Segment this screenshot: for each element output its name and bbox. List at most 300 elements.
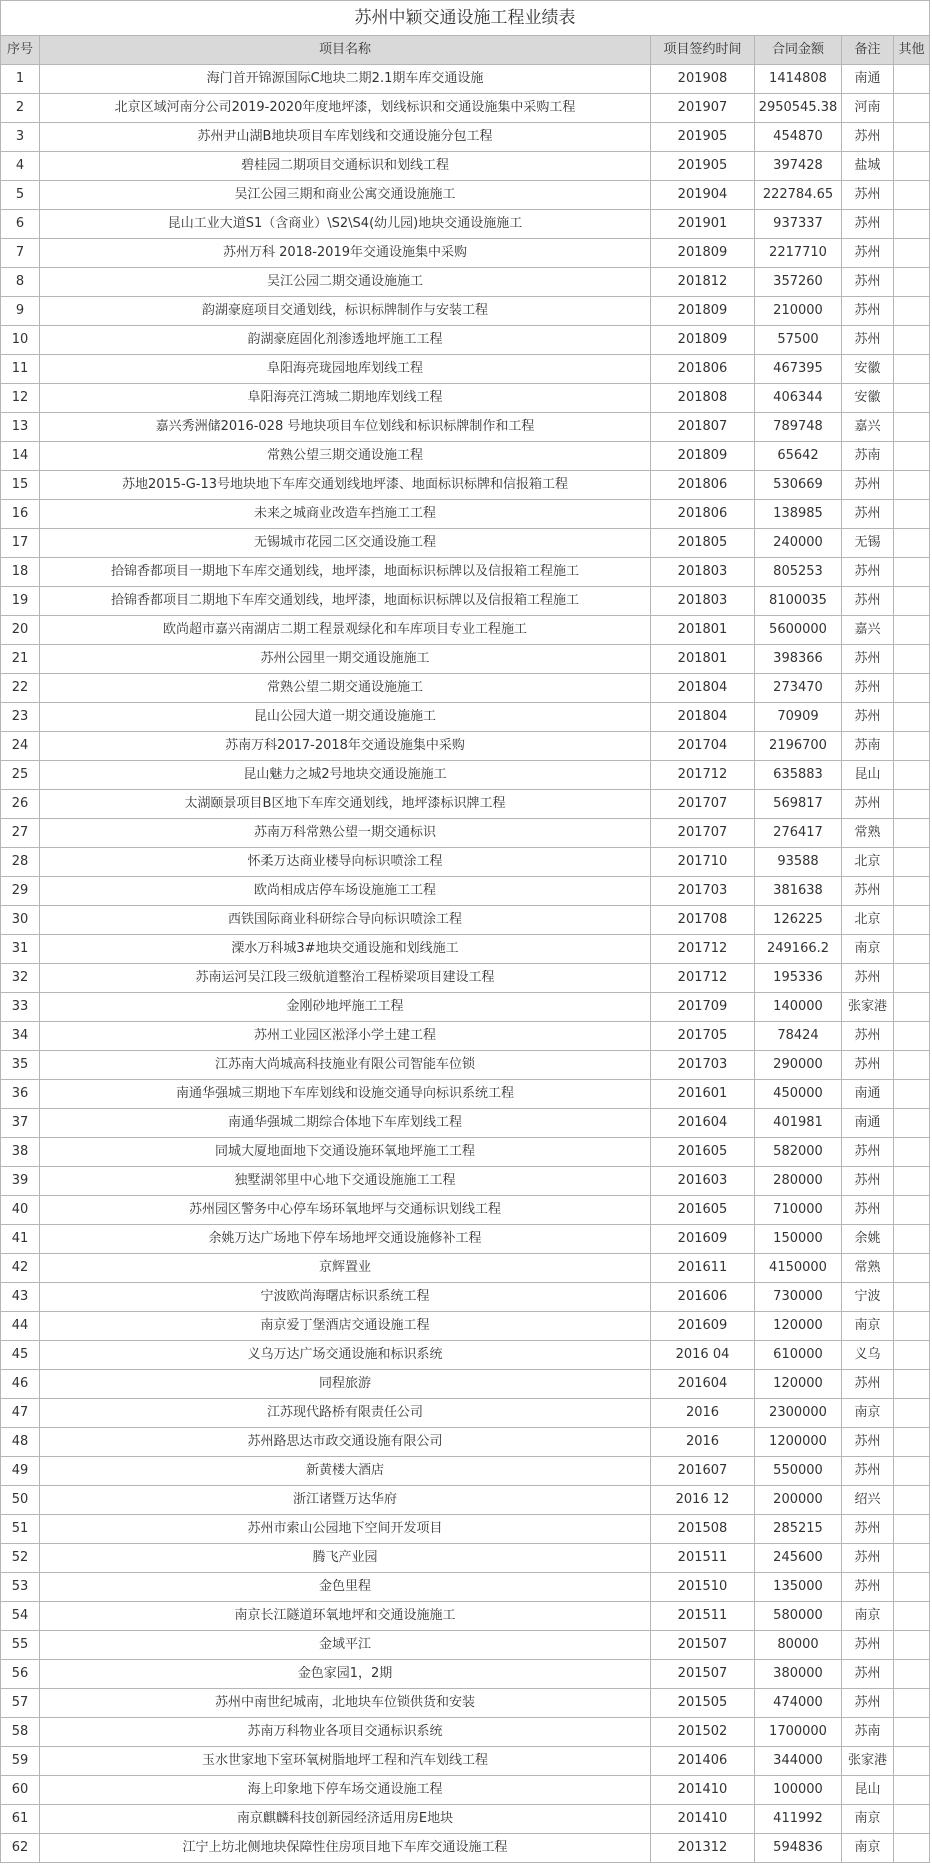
cell-sign-date: 201511 — [651, 1544, 755, 1573]
cell-remark: 苏南 — [842, 1718, 894, 1747]
cell-project-name: 宁波欧尚海曙店标识系统工程 — [40, 1283, 651, 1312]
cell-project-name: 苏州工业园区淞泽小学土建工程 — [40, 1022, 651, 1051]
cell-amount: 344000 — [755, 1747, 842, 1776]
cell-amount: 93588 — [755, 848, 842, 877]
cell-other — [894, 732, 930, 761]
cell-index: 58 — [1, 1718, 40, 1747]
cell-amount: 2300000 — [755, 1399, 842, 1428]
cell-index: 16 — [1, 500, 40, 529]
cell-sign-date: 201703 — [651, 1051, 755, 1080]
table-row — [1, 1573, 930, 1602]
cell-index: 31 — [1, 935, 40, 964]
cell-sign-date: 201803 — [651, 587, 755, 616]
cell-index: 51 — [1, 1515, 40, 1544]
cell-sign-date: 201507 — [651, 1660, 755, 1689]
cell-other — [894, 616, 930, 645]
cell-other — [894, 819, 930, 848]
table-row — [1, 123, 930, 152]
cell-remark: 苏州 — [842, 1631, 894, 1660]
cell-other — [894, 1660, 930, 1689]
cell-other — [894, 123, 930, 152]
cell-index: 17 — [1, 529, 40, 558]
cell-amount: 805253 — [755, 558, 842, 587]
cell-amount: 222784.65 — [755, 181, 842, 210]
cell-project-name: 金色家园1，2期 — [40, 1660, 651, 1689]
cell-remark: 安徽 — [842, 355, 894, 384]
cell-sign-date: 201901 — [651, 210, 755, 239]
cell-remark: 常熟 — [842, 1254, 894, 1283]
cell-remark: 苏州 — [842, 1051, 894, 1080]
cell-index: 56 — [1, 1660, 40, 1689]
cell-remark: 南通 — [842, 65, 894, 94]
cell-remark: 苏州 — [842, 703, 894, 732]
table-title: 苏州中颖交通设施工程业绩表 — [0, 0, 930, 35]
cell-sign-date: 201707 — [651, 819, 755, 848]
cell-index: 18 — [1, 558, 40, 587]
cell-sign-date: 201804 — [651, 703, 755, 732]
cell-remark: 义乌 — [842, 1341, 894, 1370]
cell-project-name: 独墅湖邻里中心地下交通设施施工工程 — [40, 1167, 651, 1196]
cell-remark: 苏州 — [842, 471, 894, 500]
cell-remark: 无锡 — [842, 529, 894, 558]
cell-index: 37 — [1, 1109, 40, 1138]
header-project-name: 项目名称 — [40, 36, 651, 65]
cell-other — [894, 413, 930, 442]
cell-project-name: 苏州市索山公园地下空间开发项目 — [40, 1515, 651, 1544]
cell-project-name: 南京麒麟科技创新园经济适用房E地块 — [40, 1805, 651, 1834]
table-row — [1, 558, 930, 587]
cell-sign-date: 2016 — [651, 1399, 755, 1428]
table-row — [1, 326, 930, 355]
cell-sign-date: 201609 — [651, 1225, 755, 1254]
table-row — [1, 1399, 930, 1428]
cell-remark: 苏州 — [842, 1689, 894, 1718]
table-row — [1, 1457, 930, 1486]
cell-other — [894, 181, 930, 210]
header-row — [1, 36, 930, 65]
cell-project-name: 常熟公望三期交通设施工程 — [40, 442, 651, 471]
cell-remark: 南京 — [842, 1805, 894, 1834]
cell-project-name: 韵湖豪庭项目交通划线，标识标牌制作与安装工程 — [40, 297, 651, 326]
cell-amount: 1200000 — [755, 1428, 842, 1457]
table-row — [1, 1428, 930, 1457]
cell-remark: 苏州 — [842, 210, 894, 239]
cell-other — [894, 500, 930, 529]
table-row — [1, 1718, 930, 1747]
cell-index: 25 — [1, 761, 40, 790]
cell-amount: 65642 — [755, 442, 842, 471]
cell-remark: 苏州 — [842, 790, 894, 819]
cell-remark: 苏州 — [842, 326, 894, 355]
cell-remark: 北京 — [842, 848, 894, 877]
cell-project-name: 江宁上坊北侧地块保障性住房项目地下车库交通设施工程 — [40, 1834, 651, 1863]
cell-project-name: 欧尚相成店停车场设施施工工程 — [40, 877, 651, 906]
table-row — [1, 674, 930, 703]
cell-other — [894, 1428, 930, 1457]
cell-amount: 200000 — [755, 1486, 842, 1515]
cell-amount: 80000 — [755, 1631, 842, 1660]
cell-project-name: 昆山工业大道S1（含商业）\S2\S4(幼儿园)地块交通设施施工 — [40, 210, 651, 239]
table-row — [1, 1225, 930, 1254]
table-row — [1, 413, 930, 442]
cell-remark: 嘉兴 — [842, 616, 894, 645]
cell-amount: 4150000 — [755, 1254, 842, 1283]
cell-sign-date: 201807 — [651, 413, 755, 442]
header-amount: 合同金额 — [755, 36, 842, 65]
cell-amount: 610000 — [755, 1341, 842, 1370]
table-row — [1, 268, 930, 297]
cell-sign-date: 201907 — [651, 94, 755, 123]
table-row — [1, 1834, 930, 1863]
cell-other — [894, 384, 930, 413]
table-body — [1, 65, 930, 1863]
table-row — [1, 1196, 930, 1225]
cell-index: 2 — [1, 94, 40, 123]
cell-index: 8 — [1, 268, 40, 297]
cell-index: 6 — [1, 210, 40, 239]
cell-sign-date: 201502 — [651, 1718, 755, 1747]
cell-sign-date: 201905 — [651, 152, 755, 181]
table-row — [1, 1660, 930, 1689]
table-row — [1, 1776, 930, 1805]
cell-sign-date: 2016 12 — [651, 1486, 755, 1515]
cell-other — [894, 1138, 930, 1167]
cell-other — [894, 152, 930, 181]
cell-other — [894, 442, 930, 471]
cell-amount: 290000 — [755, 1051, 842, 1080]
cell-other — [894, 1312, 930, 1341]
cell-project-name: 苏南万科物业各项目交通标识系统 — [40, 1718, 651, 1747]
cell-index: 35 — [1, 1051, 40, 1080]
table-row — [1, 94, 930, 123]
cell-amount: 454870 — [755, 123, 842, 152]
cell-remark: 常熟 — [842, 819, 894, 848]
cell-amount: 126225 — [755, 906, 842, 935]
cell-amount: 1414808 — [755, 65, 842, 94]
cell-remark: 苏南 — [842, 442, 894, 471]
cell-index: 14 — [1, 442, 40, 471]
table-row — [1, 1080, 930, 1109]
cell-other — [894, 1747, 930, 1776]
cell-sign-date: 201712 — [651, 935, 755, 964]
cell-remark: 盐城 — [842, 152, 894, 181]
cell-amount: 398366 — [755, 645, 842, 674]
cell-project-name: 阜阳海亮江湾城二期地库划线工程 — [40, 384, 651, 413]
cell-index: 1 — [1, 65, 40, 94]
cell-other — [894, 471, 930, 500]
cell-index: 54 — [1, 1602, 40, 1631]
table-row — [1, 1631, 930, 1660]
cell-amount: 635883 — [755, 761, 842, 790]
cell-project-name: 嘉兴秀洲储2016-028 号地块项目车位划线和标识标牌制作和工程 — [40, 413, 651, 442]
cell-project-name: 昆山魅力之城2号地块交通设施施工 — [40, 761, 651, 790]
cell-amount: 273470 — [755, 674, 842, 703]
cell-amount: 2950545.38 — [755, 94, 842, 123]
cell-amount: 474000 — [755, 1689, 842, 1718]
cell-index: 43 — [1, 1283, 40, 1312]
cell-remark: 苏州 — [842, 1167, 894, 1196]
cell-sign-date: 201410 — [651, 1776, 755, 1805]
cell-sign-date: 201505 — [651, 1689, 755, 1718]
cell-project-name: 溧水万科城3#地块交通设施和划线施工 — [40, 935, 651, 964]
cell-amount: 450000 — [755, 1080, 842, 1109]
cell-index: 5 — [1, 181, 40, 210]
cell-sign-date: 201905 — [651, 123, 755, 152]
cell-remark: 张家港 — [842, 993, 894, 1022]
table-row — [1, 1138, 930, 1167]
cell-other — [894, 1515, 930, 1544]
cell-index: 59 — [1, 1747, 40, 1776]
cell-remark: 安徽 — [842, 384, 894, 413]
cell-sign-date: 201809 — [651, 297, 755, 326]
cell-project-name: 海门首开锦源国际C地块二期2.1期车库交通设施 — [40, 65, 651, 94]
cell-remark: 苏州 — [842, 239, 894, 268]
cell-index: 44 — [1, 1312, 40, 1341]
table-row — [1, 1689, 930, 1718]
cell-amount: 150000 — [755, 1225, 842, 1254]
cell-project-name: 欧尚超市嘉兴南湖店二期工程景观绿化和车库项目专业工程施工 — [40, 616, 651, 645]
cell-project-name: 金域平江 — [40, 1631, 651, 1660]
cell-sign-date: 201508 — [651, 1515, 755, 1544]
cell-sign-date: 201703 — [651, 877, 755, 906]
cell-amount: 245600 — [755, 1544, 842, 1573]
cell-amount: 569817 — [755, 790, 842, 819]
cell-other — [894, 1486, 930, 1515]
cell-remark: 苏州 — [842, 268, 894, 297]
cell-project-name: 腾飞产业园 — [40, 1544, 651, 1573]
cell-remark: 苏州 — [842, 297, 894, 326]
cell-project-name: 南通华强城二期综合体地下车库划线工程 — [40, 1109, 651, 1138]
cell-amount: 467395 — [755, 355, 842, 384]
cell-other — [894, 1080, 930, 1109]
table-row — [1, 587, 930, 616]
cell-other — [894, 297, 930, 326]
table-row — [1, 645, 930, 674]
cell-other — [894, 65, 930, 94]
cell-amount: 380000 — [755, 1660, 842, 1689]
cell-other — [894, 268, 930, 297]
cell-other — [894, 1834, 930, 1863]
cell-other — [894, 558, 930, 587]
cell-index: 29 — [1, 877, 40, 906]
cell-project-name: 常熟公望二期交通设施施工 — [40, 674, 651, 703]
cell-remark: 南京 — [842, 1834, 894, 1863]
table-row — [1, 210, 930, 239]
cell-remark: 苏州 — [842, 1573, 894, 1602]
cell-amount: 8100035 — [755, 587, 842, 616]
cell-other — [894, 1341, 930, 1370]
cell-project-name: 北京区域河南分公司2019-2020年度地坪漆，划线标识和交通设施集中采购工程 — [40, 94, 651, 123]
cell-index: 3 — [1, 123, 40, 152]
cell-sign-date: 201510 — [651, 1573, 755, 1602]
cell-amount: 120000 — [755, 1312, 842, 1341]
cell-remark: 苏州 — [842, 1660, 894, 1689]
cell-sign-date: 201806 — [651, 500, 755, 529]
table-row — [1, 1312, 930, 1341]
cell-amount: 406344 — [755, 384, 842, 413]
cell-amount: 70909 — [755, 703, 842, 732]
cell-project-name: 苏州万科 2018-2019年交通设施集中采购 — [40, 239, 651, 268]
cell-project-name: 南通华强城三期地下车库划线和设施交通导向标识系统工程 — [40, 1080, 651, 1109]
header-sign-date: 项目签约时间 — [651, 36, 755, 65]
table-row — [1, 500, 930, 529]
cell-amount: 2217710 — [755, 239, 842, 268]
cell-other — [894, 1051, 930, 1080]
cell-other — [894, 355, 930, 384]
table-row — [1, 703, 930, 732]
table-row — [1, 1602, 930, 1631]
cell-sign-date: 201609 — [651, 1312, 755, 1341]
cell-index: 22 — [1, 674, 40, 703]
cell-remark: 南京 — [842, 1399, 894, 1428]
cell-amount: 580000 — [755, 1602, 842, 1631]
cell-index: 48 — [1, 1428, 40, 1457]
cell-sign-date: 201707 — [651, 790, 755, 819]
cell-other — [894, 239, 930, 268]
cell-project-name: 韵湖豪庭固化剂渗透地坪施工工程 — [40, 326, 651, 355]
cell-project-name: 京辉置业 — [40, 1254, 651, 1283]
cell-index: 62 — [1, 1834, 40, 1863]
cell-other — [894, 1370, 930, 1399]
cell-project-name: 怀柔万达商业楼导向标识喷涂工程 — [40, 848, 651, 877]
cell-project-name: 南京长江隧道环氧地坪和交通设施施工 — [40, 1602, 651, 1631]
table-row — [1, 1370, 930, 1399]
cell-amount: 280000 — [755, 1167, 842, 1196]
cell-project-name: 玉水世家地下室环氧树脂地坪工程和汽车划线工程 — [40, 1747, 651, 1776]
cell-sign-date: 201908 — [651, 65, 755, 94]
cell-other — [894, 1196, 930, 1225]
cell-index: 52 — [1, 1544, 40, 1573]
cell-project-name: 吴江公园三期和商业公寓交通设施施工 — [40, 181, 651, 210]
header-remark: 备注 — [842, 36, 894, 65]
cell-sign-date: 201809 — [651, 239, 755, 268]
cell-index: 55 — [1, 1631, 40, 1660]
cell-index: 36 — [1, 1080, 40, 1109]
cell-amount: 411992 — [755, 1805, 842, 1834]
cell-other — [894, 1776, 930, 1805]
cell-index: 46 — [1, 1370, 40, 1399]
cell-other — [894, 848, 930, 877]
table-row — [1, 65, 930, 94]
cell-index: 34 — [1, 1022, 40, 1051]
cell-remark: 苏州 — [842, 877, 894, 906]
cell-index: 47 — [1, 1399, 40, 1428]
cell-amount: 57500 — [755, 326, 842, 355]
table-row — [1, 355, 930, 384]
cell-other — [894, 645, 930, 674]
cell-amount: 135000 — [755, 1573, 842, 1602]
cell-amount: 550000 — [755, 1457, 842, 1486]
table-row — [1, 471, 930, 500]
cell-sign-date: 201601 — [651, 1080, 755, 1109]
cell-index: 23 — [1, 703, 40, 732]
cell-remark: 昆山 — [842, 761, 894, 790]
cell-other — [894, 1718, 930, 1747]
cell-sign-date: 201712 — [651, 964, 755, 993]
cell-project-name: 同城大厦地面地下交通设施环氧地坪施工工程 — [40, 1138, 651, 1167]
cell-amount: 594836 — [755, 1834, 842, 1863]
cell-sign-date: 201801 — [651, 645, 755, 674]
cell-project-name: 苏州中南世纪城南，北地块车位锁供货和安装 — [40, 1689, 651, 1718]
cell-other — [894, 1109, 930, 1138]
cell-remark: 苏州 — [842, 1370, 894, 1399]
cell-index: 45 — [1, 1341, 40, 1370]
cell-other — [894, 1544, 930, 1573]
cell-project-name: 西铁国际商业科研综合导向标识喷涂工程 — [40, 906, 651, 935]
cell-other — [894, 1283, 930, 1312]
table-row — [1, 1283, 930, 1312]
cell-sign-date: 201607 — [651, 1457, 755, 1486]
cell-remark: 苏州 — [842, 964, 894, 993]
cell-project-name: 太湖颐景项目B区地下车库交通划线，地坪漆标识牌工程 — [40, 790, 651, 819]
cell-index: 39 — [1, 1167, 40, 1196]
table-row — [1, 1486, 930, 1515]
cell-amount: 249166.2 — [755, 935, 842, 964]
cell-sign-date: 201806 — [651, 355, 755, 384]
table-row — [1, 384, 930, 413]
cell-project-name: 同程旅游 — [40, 1370, 651, 1399]
cell-sign-date: 201605 — [651, 1138, 755, 1167]
cell-index: 20 — [1, 616, 40, 645]
cell-remark: 苏州 — [842, 1196, 894, 1225]
cell-other — [894, 935, 930, 964]
cell-other — [894, 1602, 930, 1631]
table-row — [1, 1544, 930, 1573]
cell-remark: 苏南 — [842, 732, 894, 761]
cell-index: 50 — [1, 1486, 40, 1515]
cell-remark: 苏州 — [842, 558, 894, 587]
cell-sign-date: 201406 — [651, 1747, 755, 1776]
cell-amount: 401981 — [755, 1109, 842, 1138]
cell-remark: 苏州 — [842, 587, 894, 616]
cell-amount: 730000 — [755, 1283, 842, 1312]
table-row — [1, 1109, 930, 1138]
table-row — [1, 181, 930, 210]
cell-index: 24 — [1, 732, 40, 761]
cell-remark: 南京 — [842, 1312, 894, 1341]
cell-amount: 140000 — [755, 993, 842, 1022]
table-row — [1, 964, 930, 993]
cell-remark: 昆山 — [842, 1776, 894, 1805]
cell-index: 21 — [1, 645, 40, 674]
table-row — [1, 1167, 930, 1196]
cell-index: 30 — [1, 906, 40, 935]
cell-index: 11 — [1, 355, 40, 384]
cell-amount: 357260 — [755, 268, 842, 297]
cell-remark: 苏州 — [842, 123, 894, 152]
cell-other — [894, 529, 930, 558]
cell-sign-date: 201812 — [651, 268, 755, 297]
cell-other — [894, 326, 930, 355]
cell-other — [894, 1399, 930, 1428]
cell-sign-date: 2016 — [651, 1428, 755, 1457]
cell-other — [894, 703, 930, 732]
table-row — [1, 152, 930, 181]
cell-sign-date: 201809 — [651, 326, 755, 355]
cell-sign-date: 201804 — [651, 674, 755, 703]
cell-remark: 苏州 — [842, 500, 894, 529]
table-row — [1, 1051, 930, 1080]
cell-sign-date: 201312 — [651, 1834, 755, 1863]
cell-amount: 2196700 — [755, 732, 842, 761]
cell-index: 27 — [1, 819, 40, 848]
cell-project-name: 无锡城市花园二区交通设施工程 — [40, 529, 651, 558]
cell-project-name: 江苏南大尚城高科技施业有限公司智能车位锁 — [40, 1051, 651, 1080]
cell-index: 19 — [1, 587, 40, 616]
cell-sign-date: 201605 — [651, 1196, 755, 1225]
cell-sign-date: 201704 — [651, 732, 755, 761]
cell-other — [894, 210, 930, 239]
